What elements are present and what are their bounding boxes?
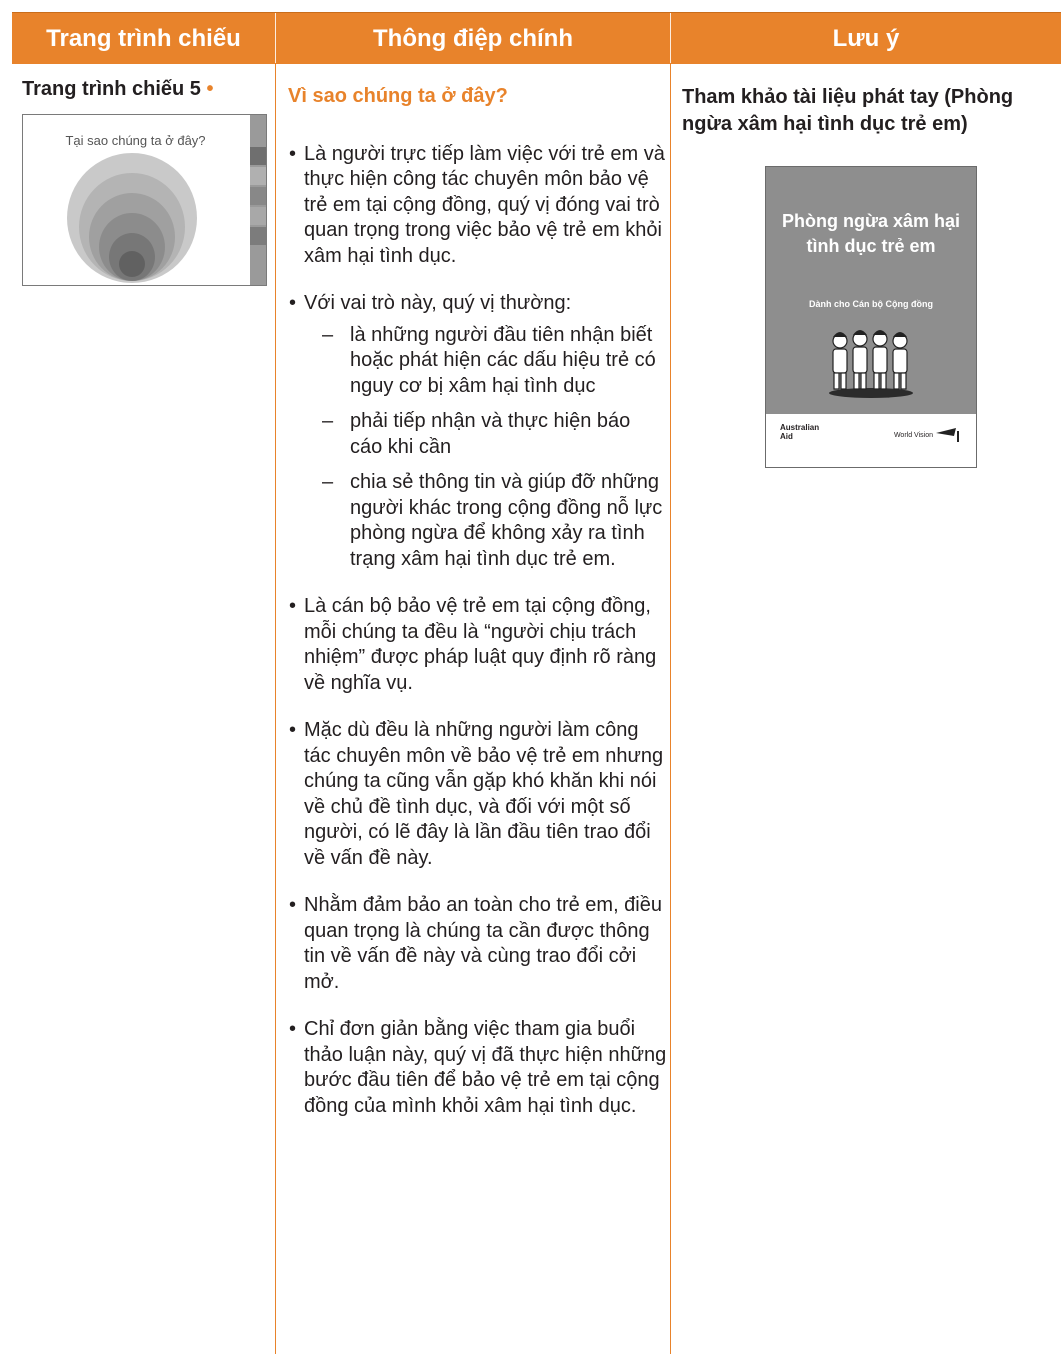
list-item [304, 409, 668, 460]
world-vision-logo [894, 427, 962, 443]
handout-booklet-cover [765, 166, 977, 468]
message-paragraph [288, 142, 668, 270]
world-vision-text: World Vision [893, 431, 933, 439]
list-item [304, 323, 668, 400]
column-divider [670, 63, 671, 1354]
list-item-text: phải tiếp nhận và thực hiện báo cáo khi cần [350, 410, 631, 458]
header-key-message: Thông điệp chính [373, 24, 573, 52]
key-message-cell [288, 84, 668, 1141]
paragraph-text: Là người trực tiếp làm việc với trẻ em và thực hiện công tác chuyên môn bảo vệ trẻ em tại cộng đồng, quý vị đóng vai trò quan trọng trong việc bảo vệ trẻ em khỏi xâm hại tình dục. [304, 142, 665, 267]
message-heading: Vì sao chúng ta ở đây? [288, 85, 508, 107]
heart-icon [119, 251, 145, 277]
booklet-title: Phòng ngừa xâm hại tình dục trẻ em [781, 211, 961, 256]
paragraph-text: Với vai trò này, quý vị thường: [304, 292, 572, 314]
column-divider [275, 63, 276, 1354]
paragraph-text: Nhằm đảm bảo an toàn cho trẻ em, điều quan trọng là chúng ta cần được thông tin về vấn đề này và cùng trao đổi cởi mở. [304, 894, 662, 993]
dash-icon: – [322, 323, 334, 346]
thumbnail-sidebar [250, 115, 266, 285]
notes-cell [682, 84, 1052, 138]
header-slide: Trang trình chiếu [46, 24, 241, 52]
bullet-icon: • [289, 292, 297, 314]
booklet-subtitle: Dành cho Cán bộ Cộng đồng [809, 299, 933, 309]
message-paragraph [288, 718, 668, 871]
message-paragraph [288, 1017, 668, 1119]
message-table [12, 12, 1061, 1354]
message-paragraph [288, 893, 668, 995]
thumbnail-title: Tại sao chúng ta ở đây? [65, 133, 206, 148]
header-notes: Lưu ý [832, 24, 900, 52]
slide-label [22, 78, 272, 101]
message-paragraph [288, 594, 668, 696]
slide-cell [22, 78, 272, 101]
list-item-text: là những người đầu tiên nhận biết hoặc phát hiện các dấu hiệu trẻ có nguy cơ bị xâm hại tình dục [350, 323, 656, 397]
slide-label-text: Trang trình chiếu 5 [22, 78, 201, 100]
paragraph-text: Là cán bộ bảo vệ trẻ em tại cộng đồng, mỗi chúng ta đều là “người chịu trách nhiệm” được pháp luật quy định rõ ràng về nghĩa vụ. [304, 595, 657, 694]
slide-thumbnail [22, 114, 267, 286]
table-header [12, 12, 1061, 64]
bullet-icon: • [289, 595, 297, 617]
header-underline [12, 63, 1061, 64]
bullet-icon: • [289, 1018, 297, 1040]
handout-reference: Tham khảo tài liệu phát tay (Phòng ngừa xâm hại tình dục trẻ em) [682, 86, 1014, 135]
australian-aid-logo [780, 423, 820, 441]
dash-icon: – [322, 410, 334, 432]
bullet-icon: • [289, 719, 297, 741]
role-list [304, 323, 668, 573]
paragraph-text: Mặc dù đều là những người làm công tác chuyên môn về bảo vệ trẻ em nhưng chúng ta cũng vẫn gặp khó khăn khi nói về chủ đề tình dục, và đối với một số người, có lẽ đây là lần đầu tiên trao đổi về vấn đề này. [304, 719, 664, 869]
bullet-icon: • [289, 142, 297, 165]
australian-aid-text: Australian Aid [780, 423, 820, 441]
booklet-cover-panel [766, 167, 976, 414]
paragraph-text: Chỉ đơn giản bằng việc tham gia buổi thảo luận này, quý vị đã thực hiện những bước đầu tiên để bảo vệ trẻ em tại cộng đồng của mình khỏi xâm hại tình dục. [304, 1018, 667, 1117]
world-vision-star-icon [936, 427, 962, 443]
message-paragraph [288, 291, 668, 572]
list-item [304, 470, 668, 572]
bullet-icon: • [289, 894, 297, 916]
list-item-text: chia sẻ thông tin và giúp đỡ những người khác trong cộng đồng nỗ lực phòng ngừa để không xảy ra tình trạng xâm hại tình dục trẻ em. [350, 471, 663, 570]
slide-dot-icon: • [206, 78, 214, 100]
people-illustration-icon [826, 327, 916, 399]
dash-icon: – [322, 471, 334, 493]
